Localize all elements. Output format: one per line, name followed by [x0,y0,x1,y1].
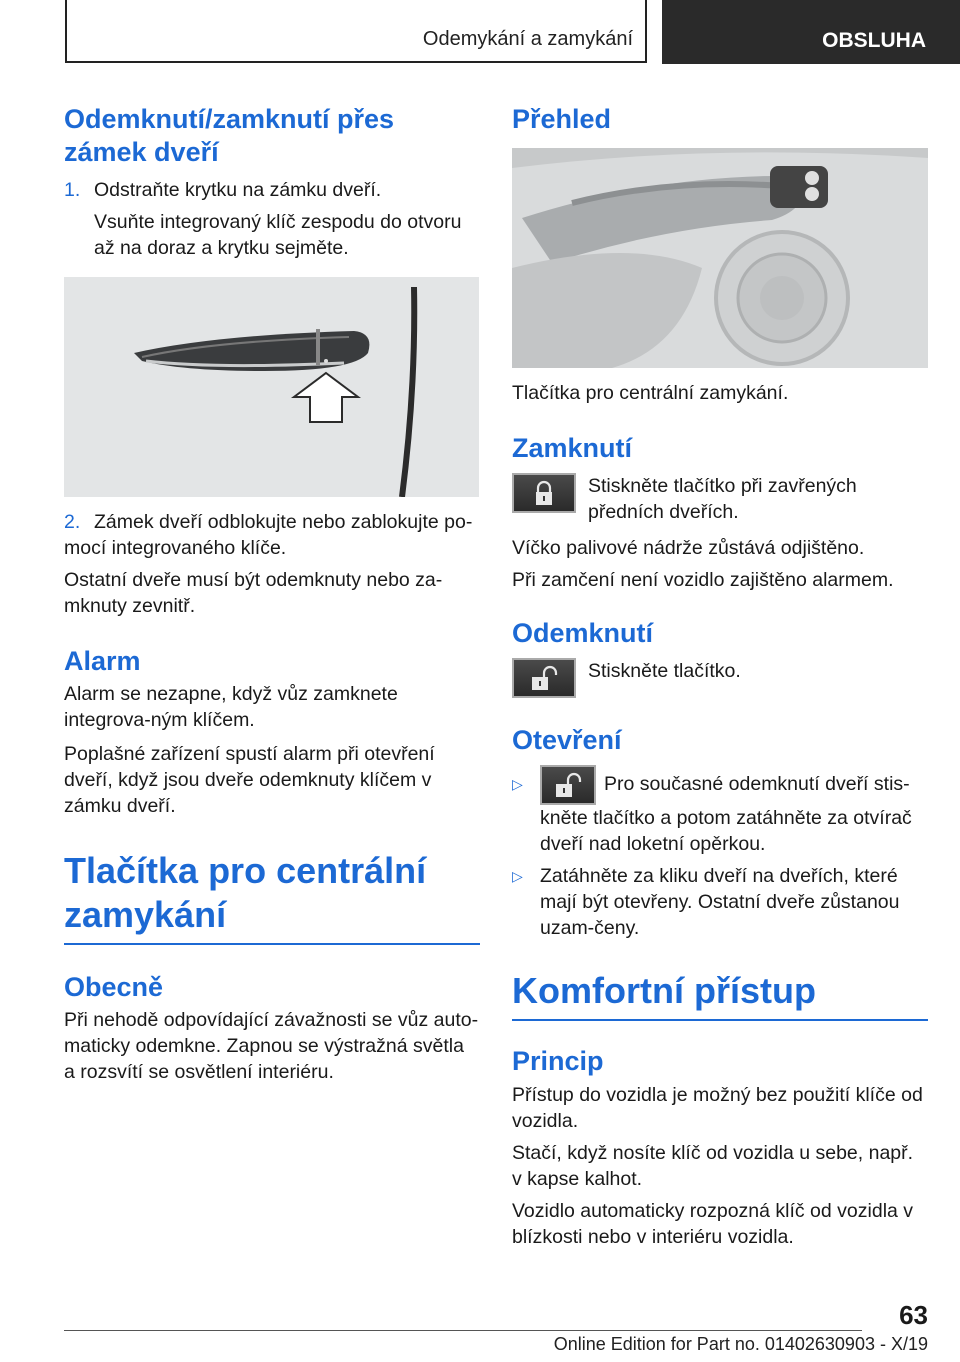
step-number: 1. [64,179,81,201]
open-bullet-2 [512,863,928,941]
central-lock-switch [770,166,828,208]
step-1 [64,177,479,203]
heading-lock: Zamknutí [512,433,633,463]
heading-door-lock: Odemknutí/zamknutí přes zámek dveří [64,104,395,167]
lock-open-icon [553,770,583,800]
right-column [512,100,928,1250]
left-column [64,100,479,1085]
heading-comfort-access: Komfortní přístup [512,970,816,1011]
bullet-icon: ▷ [512,868,523,884]
open-bullet-1-text: Pro současné odemknutí dveří stis-kněte tlačítko a potom zatáhněte za otvírač dveří nad loketní opěrkou. [540,773,912,855]
step-text: Zámek dveří odblokujte nebo zablokujte po-mocí integrovaného klíče. [64,511,473,559]
open-bullet-2-text: Zatáhněte za kliku dveří na dveřích, které mají být otevřeny. Ostatní dveře zůstanou uzam-čeny. [540,865,900,939]
heading-alarm: Alarm [64,646,141,676]
lock-button [512,473,576,513]
lock-closed-icon [529,478,559,508]
step-1-detail: Vsuňte integrovaný klíč zespodu do otvoru až na doraz a krytku sejměte. [94,211,462,259]
heading-principle: Princip [512,1046,604,1076]
page-number: 63 [899,1300,928,1330]
other-doors-note: Ostatní dveře musí být odemknuty nebo za-mknuty zevnitř. [64,569,443,617]
section-rule [512,1019,928,1021]
header-box [65,0,647,63]
section-tab: OBSLUHA [662,0,960,64]
unlock-button-inline [540,765,596,805]
footer-rule [64,1330,862,1331]
unlock-instruction [512,658,928,698]
step-number: 2. [64,511,81,533]
lock-instruction [512,473,928,525]
alarm-paragraph-1: Alarm se nezapne, když vůz zamknete integrova-ným klíčem. [64,683,398,731]
edition-footer: Online Edition for Part no. 01402630903 - X/19 [553,1334,928,1354]
lock-closed-icon [805,171,819,185]
open-bullet-1 [512,771,928,857]
door-handle-photo [64,277,479,497]
unlock-text: Stiskněte tlačítko. [588,660,741,682]
overview-caption: Tlačítka pro centrální zamykání. [512,382,789,404]
unlock-button [512,658,576,698]
heading-central-buttons: Tlačítka pro centrální zamykání [64,850,427,935]
chapter-title: Odemykání a zamykání [422,28,633,50]
step-2 [64,509,479,561]
heading-open: Otevření [512,725,622,755]
heading-unlock: Odemknutí [512,618,654,648]
lock-open-icon [805,187,819,201]
section-rule [64,943,480,945]
general-paragraph: Při nehodě odpovídající závažnosti se vůz auto-maticky odemkne. Zapnou se výstražná světla a rozsvítí se osvětlení interiéru. [64,1009,479,1083]
lock-paragraph-2: Při zamčení není vozidlo zajištěno alarmem. [512,569,894,591]
bullet-icon: ▷ [512,776,523,792]
heading-overview: Přehled [512,104,612,134]
alarm-paragraph-2: Poplašné zařízení spustí alarm při otevření dveří, když jsou dveře odemknuty klíčem v zámku dveří. [64,743,435,817]
door-handle-illustration [64,277,479,497]
lock-text: Stiskněte tlačítko při zavřených předních dveřích. [588,475,857,523]
principle-paragraph-3: Vozidlo automaticky rozpozná klíč od vozidla v blízkosti nebo v interiéru vozidla. [512,1200,914,1248]
principle-paragraph-1: Přístup do vozidla je možný bez použití klíče od vozidla. [512,1084,923,1132]
lock-paragraph-1: Víčko palivové nádrže zůstává odjištěno. [512,537,865,559]
step-text: Odstraňte krytku na zámku dveří. [94,179,382,201]
door-panel-illustration [512,148,928,368]
heading-general: Obecně [64,972,164,1002]
door-panel-photo [512,148,928,368]
principle-paragraph-2: Stačí, když nosíte klíč od vozidla u sebe, např. v kapse kalhot. [512,1142,914,1190]
lock-open-icon [529,663,559,693]
